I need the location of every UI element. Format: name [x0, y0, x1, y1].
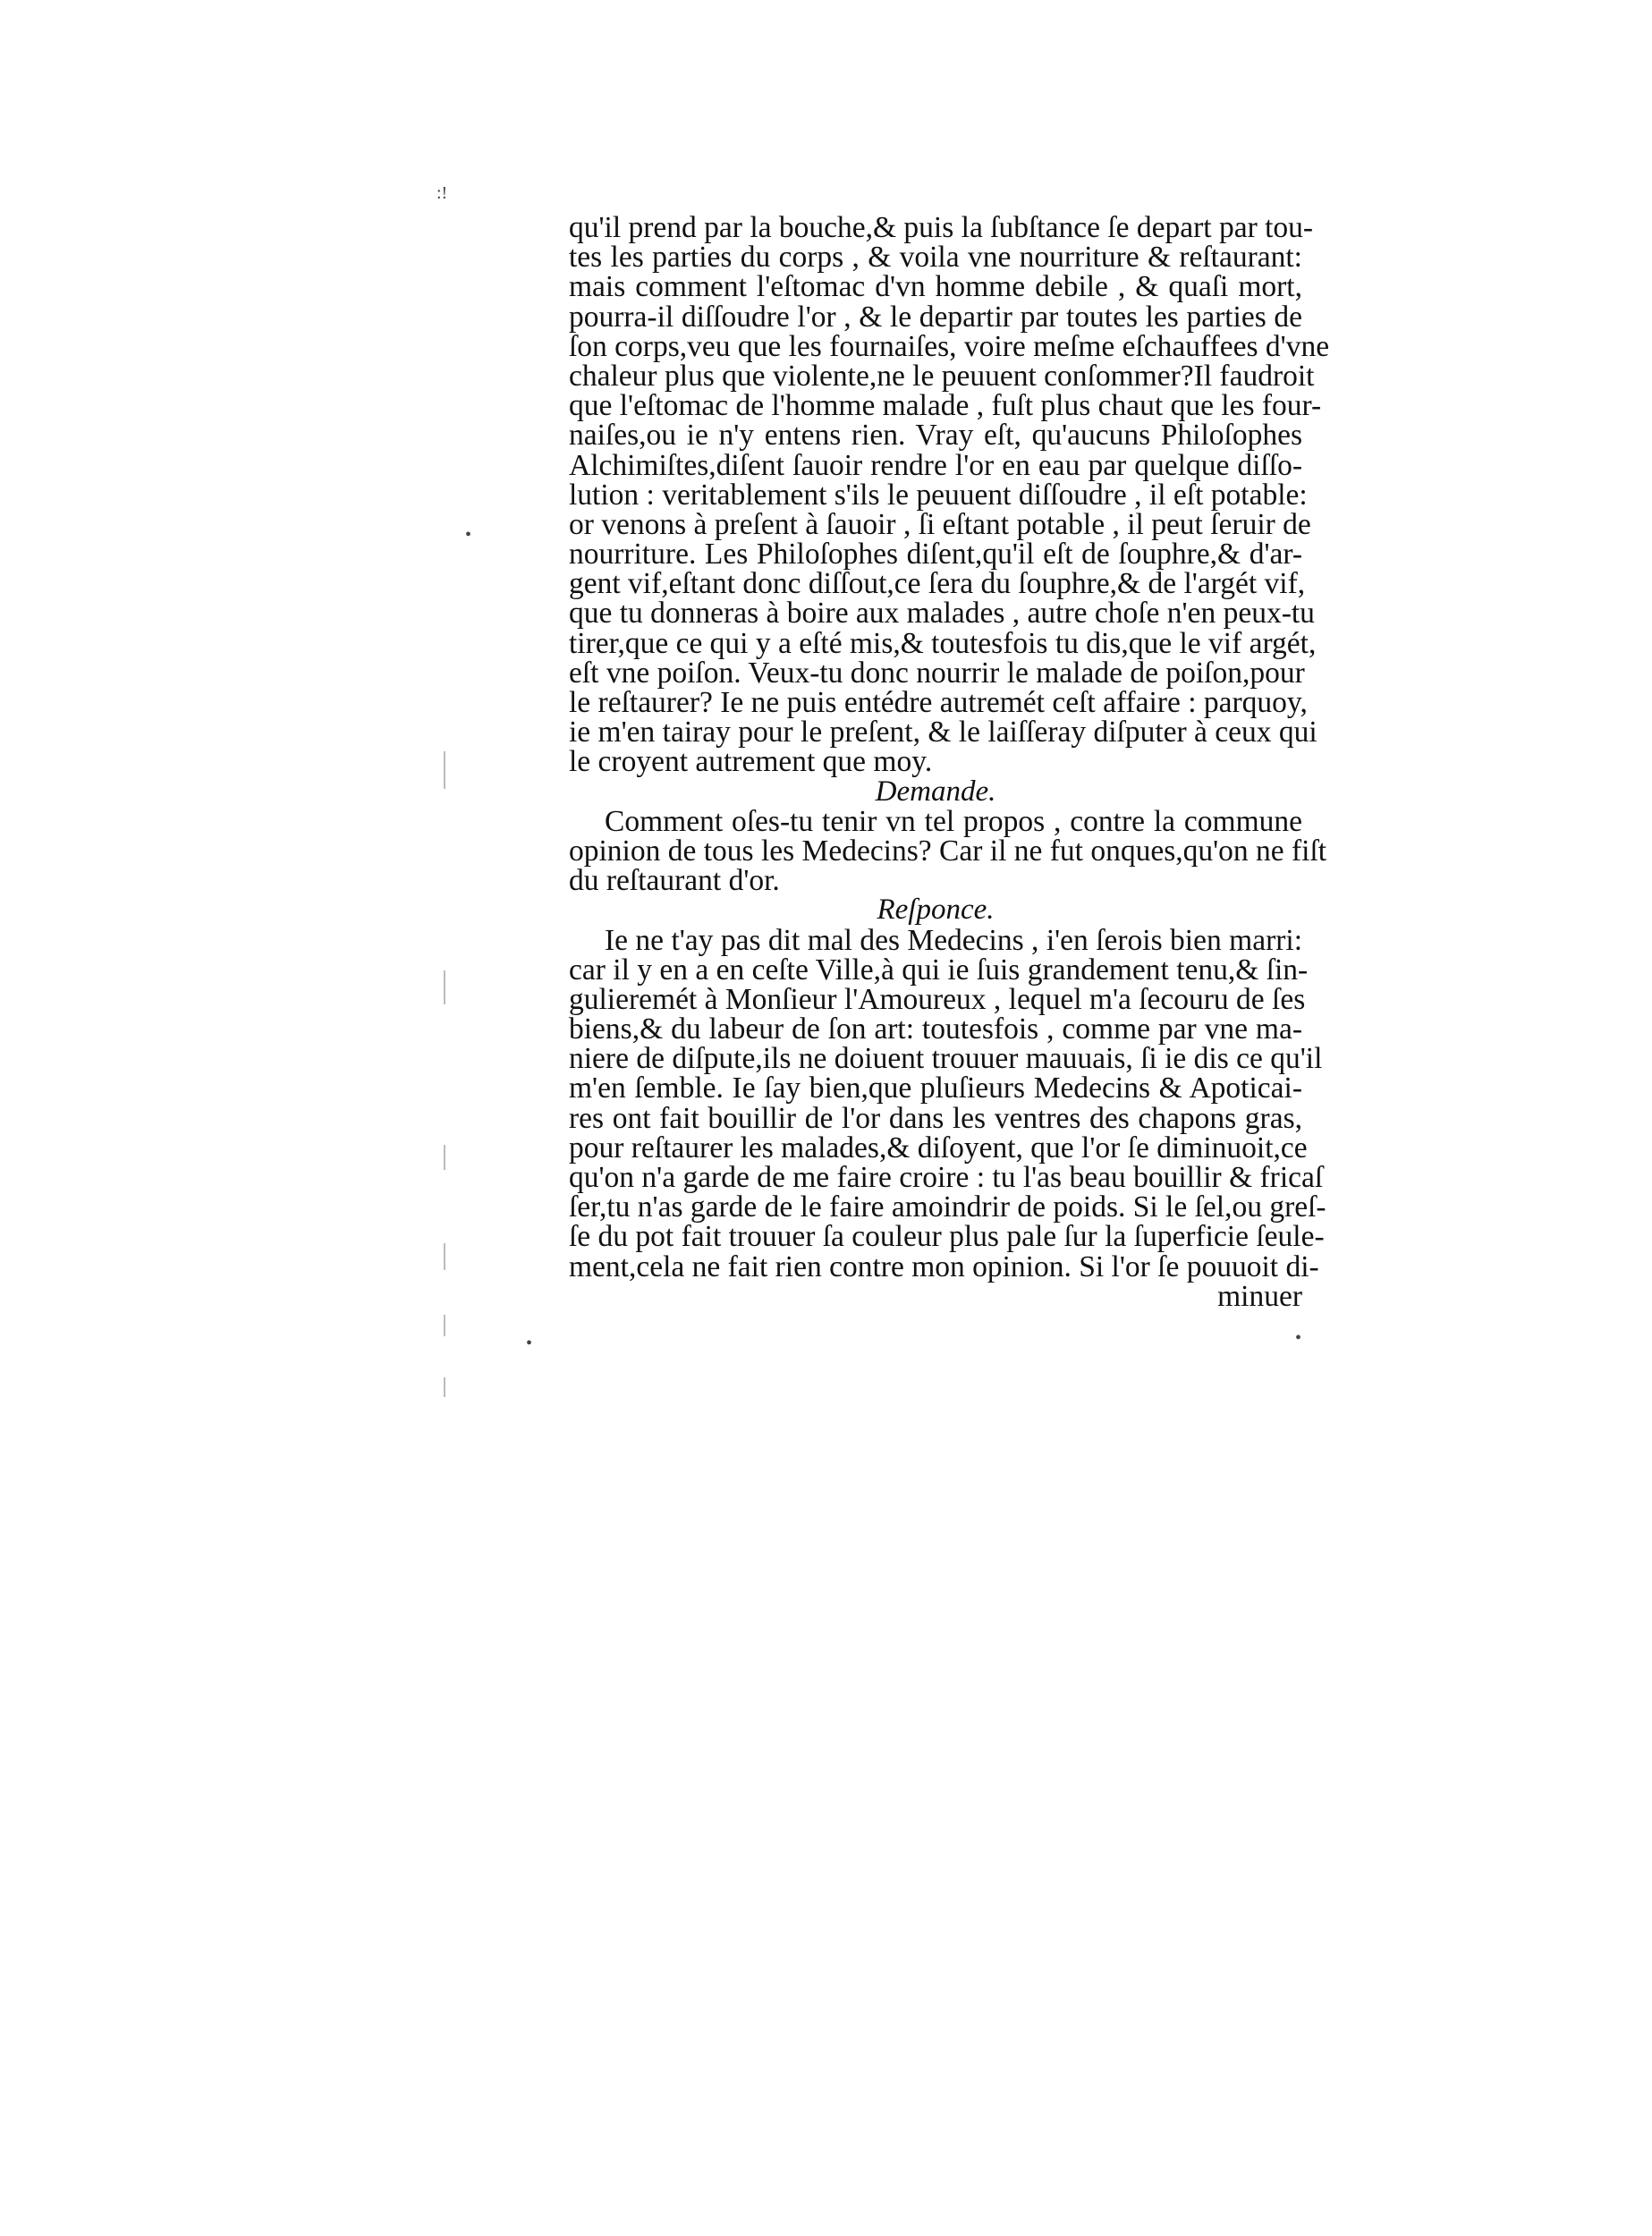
text-line: tes les parties du corps , & voila vne nourriture & reſtaurant:: [569, 241, 1302, 275]
text-line: res ont fait bouillir de l'or dans les ventres des chapons gras,: [569, 1101, 1302, 1135]
margin-dot: •: [526, 1334, 533, 1353]
text-line: Comment oſes-tu tenir vn tel propos , contre la commune: [605, 804, 1302, 838]
margin-rule: [444, 751, 445, 789]
text-line: opinion de tous les Medecins? Car il ne fut onques,qu'on ne fiſt: [569, 834, 1327, 868]
text-line: ment,cela ne fait rien contre mon opinion. Si l'or ſe pouuoit di-: [569, 1249, 1319, 1283]
margin-rule: [444, 1145, 445, 1170]
margin-rule: [444, 970, 445, 1004]
text-line: mais comment l'eſtomac d'vn homme debile , & quaſi mort,: [569, 270, 1302, 304]
text-line: nourriture. Les Philoſophes diſent,qu'il eſt de ſouphre,& d'ar-: [569, 538, 1302, 572]
text-line: qu'on n'a garde de me faire croire : tu l'as beau bouillir & fricaſ: [569, 1161, 1324, 1194]
text-line: ie m'en tairay pour le preſent, & le laiſſeray diſputer à ceux qui: [569, 716, 1317, 750]
corner-mark: :!: [436, 183, 448, 203]
margin-rule: [444, 1315, 445, 1336]
text-line: Alchimiſtes,diſent ſauoir rendre l'or en eau par quelque diſſo-: [569, 448, 1302, 482]
text-line: tirer,que ce qui y a eſté mis,& toutesfois tu dis,que le vif argét,: [569, 626, 1317, 660]
text-line: qu'il prend par la bouche,& puis la ſubſtance ſe depart par tou-: [569, 211, 1314, 244]
text-line: pourra-il diſſoudre l'or , & le departir par toutes les parties de: [569, 300, 1302, 334]
text-line: du reſtaurant d'or.: [569, 864, 780, 898]
catchword: minuer: [1217, 1279, 1302, 1313]
text-line: biens,& du labeur de ſon art: toutesfois , comme par vne ma-: [569, 1012, 1302, 1046]
page-text: [569, 211, 1330, 1313]
text-line: gent vif,eſtant donc diſſout,ce ſera du ſouphre,& de l'argét vif,: [569, 567, 1306, 601]
text-line: ſon corps,veu que les fournaiſes, voire meſme eſchauffees d'vne: [569, 329, 1330, 363]
text-line: Ie ne t'ay pas dit mal des Medecins , i'en ſerois bien marri:: [605, 923, 1302, 957]
text-line: ſer,tu n'as garde de le faire amoindrir de poids. Si le ſel,ou greſ-: [569, 1190, 1326, 1224]
text-line: lution : veritablement s'ils le peuuent diſſoudre , il eſt potable:: [569, 478, 1308, 512]
text-line: que l'eſtomac de l'homme malade , fuſt plus chaut que les four-: [569, 389, 1322, 423]
margin-rule: [444, 1243, 445, 1270]
text-line: car il y en a en ceſte Ville,à qui ie ſuis grandement tenu,& ſin-: [569, 953, 1309, 987]
margin-dot: •: [465, 525, 472, 545]
section-heading: Demande.: [875, 775, 996, 808]
text-line: eſt vne poiſon. Veux-tu donc nourrir le malade de poiſon,pour: [569, 656, 1305, 690]
margin-dot: •: [1295, 1328, 1302, 1348]
text-line: que tu donneras à boire aux malades , autre choſe n'en peux-tu: [569, 597, 1315, 631]
text-line: naiſes,ou ie n'y entens rien. Vray eſt, qu'aucuns Philoſophes: [569, 419, 1302, 453]
text-line: niere de diſpute,ils ne doiuent trouuer mauuais, ſi ie dis ce qu'il: [569, 1042, 1323, 1076]
section-heading: Reſponce.: [877, 894, 995, 927]
text-line: gulieremét à Monſieur l'Amoureux , lequel m'a ſecouru de ſes: [569, 982, 1306, 1016]
text-line: chaleur plus que violente,ne le peuuent conſommer?Il faudroit: [569, 359, 1315, 393]
margin-rule: [444, 1377, 445, 1397]
text-line: ſe du pot fait trouuer ſa couleur plus pale ſur la ſuperficie ſeule-: [569, 1220, 1325, 1254]
text-line: pour reſtaurer les malades,& diſoyent, que l'or ſe diminuoit,ce: [569, 1131, 1308, 1165]
text-line: le croyent autrement que moy.: [569, 745, 933, 779]
text-line: m'en ſemble. Ie ſay bien,que pluſieurs Medecins & Apoticai-: [569, 1071, 1302, 1105]
text-line: le reſtaurer? Ie ne puis entédre autremét ceſt affaire : parquoy,: [569, 686, 1308, 719]
text-line: or venons à preſent à ſauoir , ſi eſtant potable , il peut ſeruir de: [569, 507, 1311, 541]
